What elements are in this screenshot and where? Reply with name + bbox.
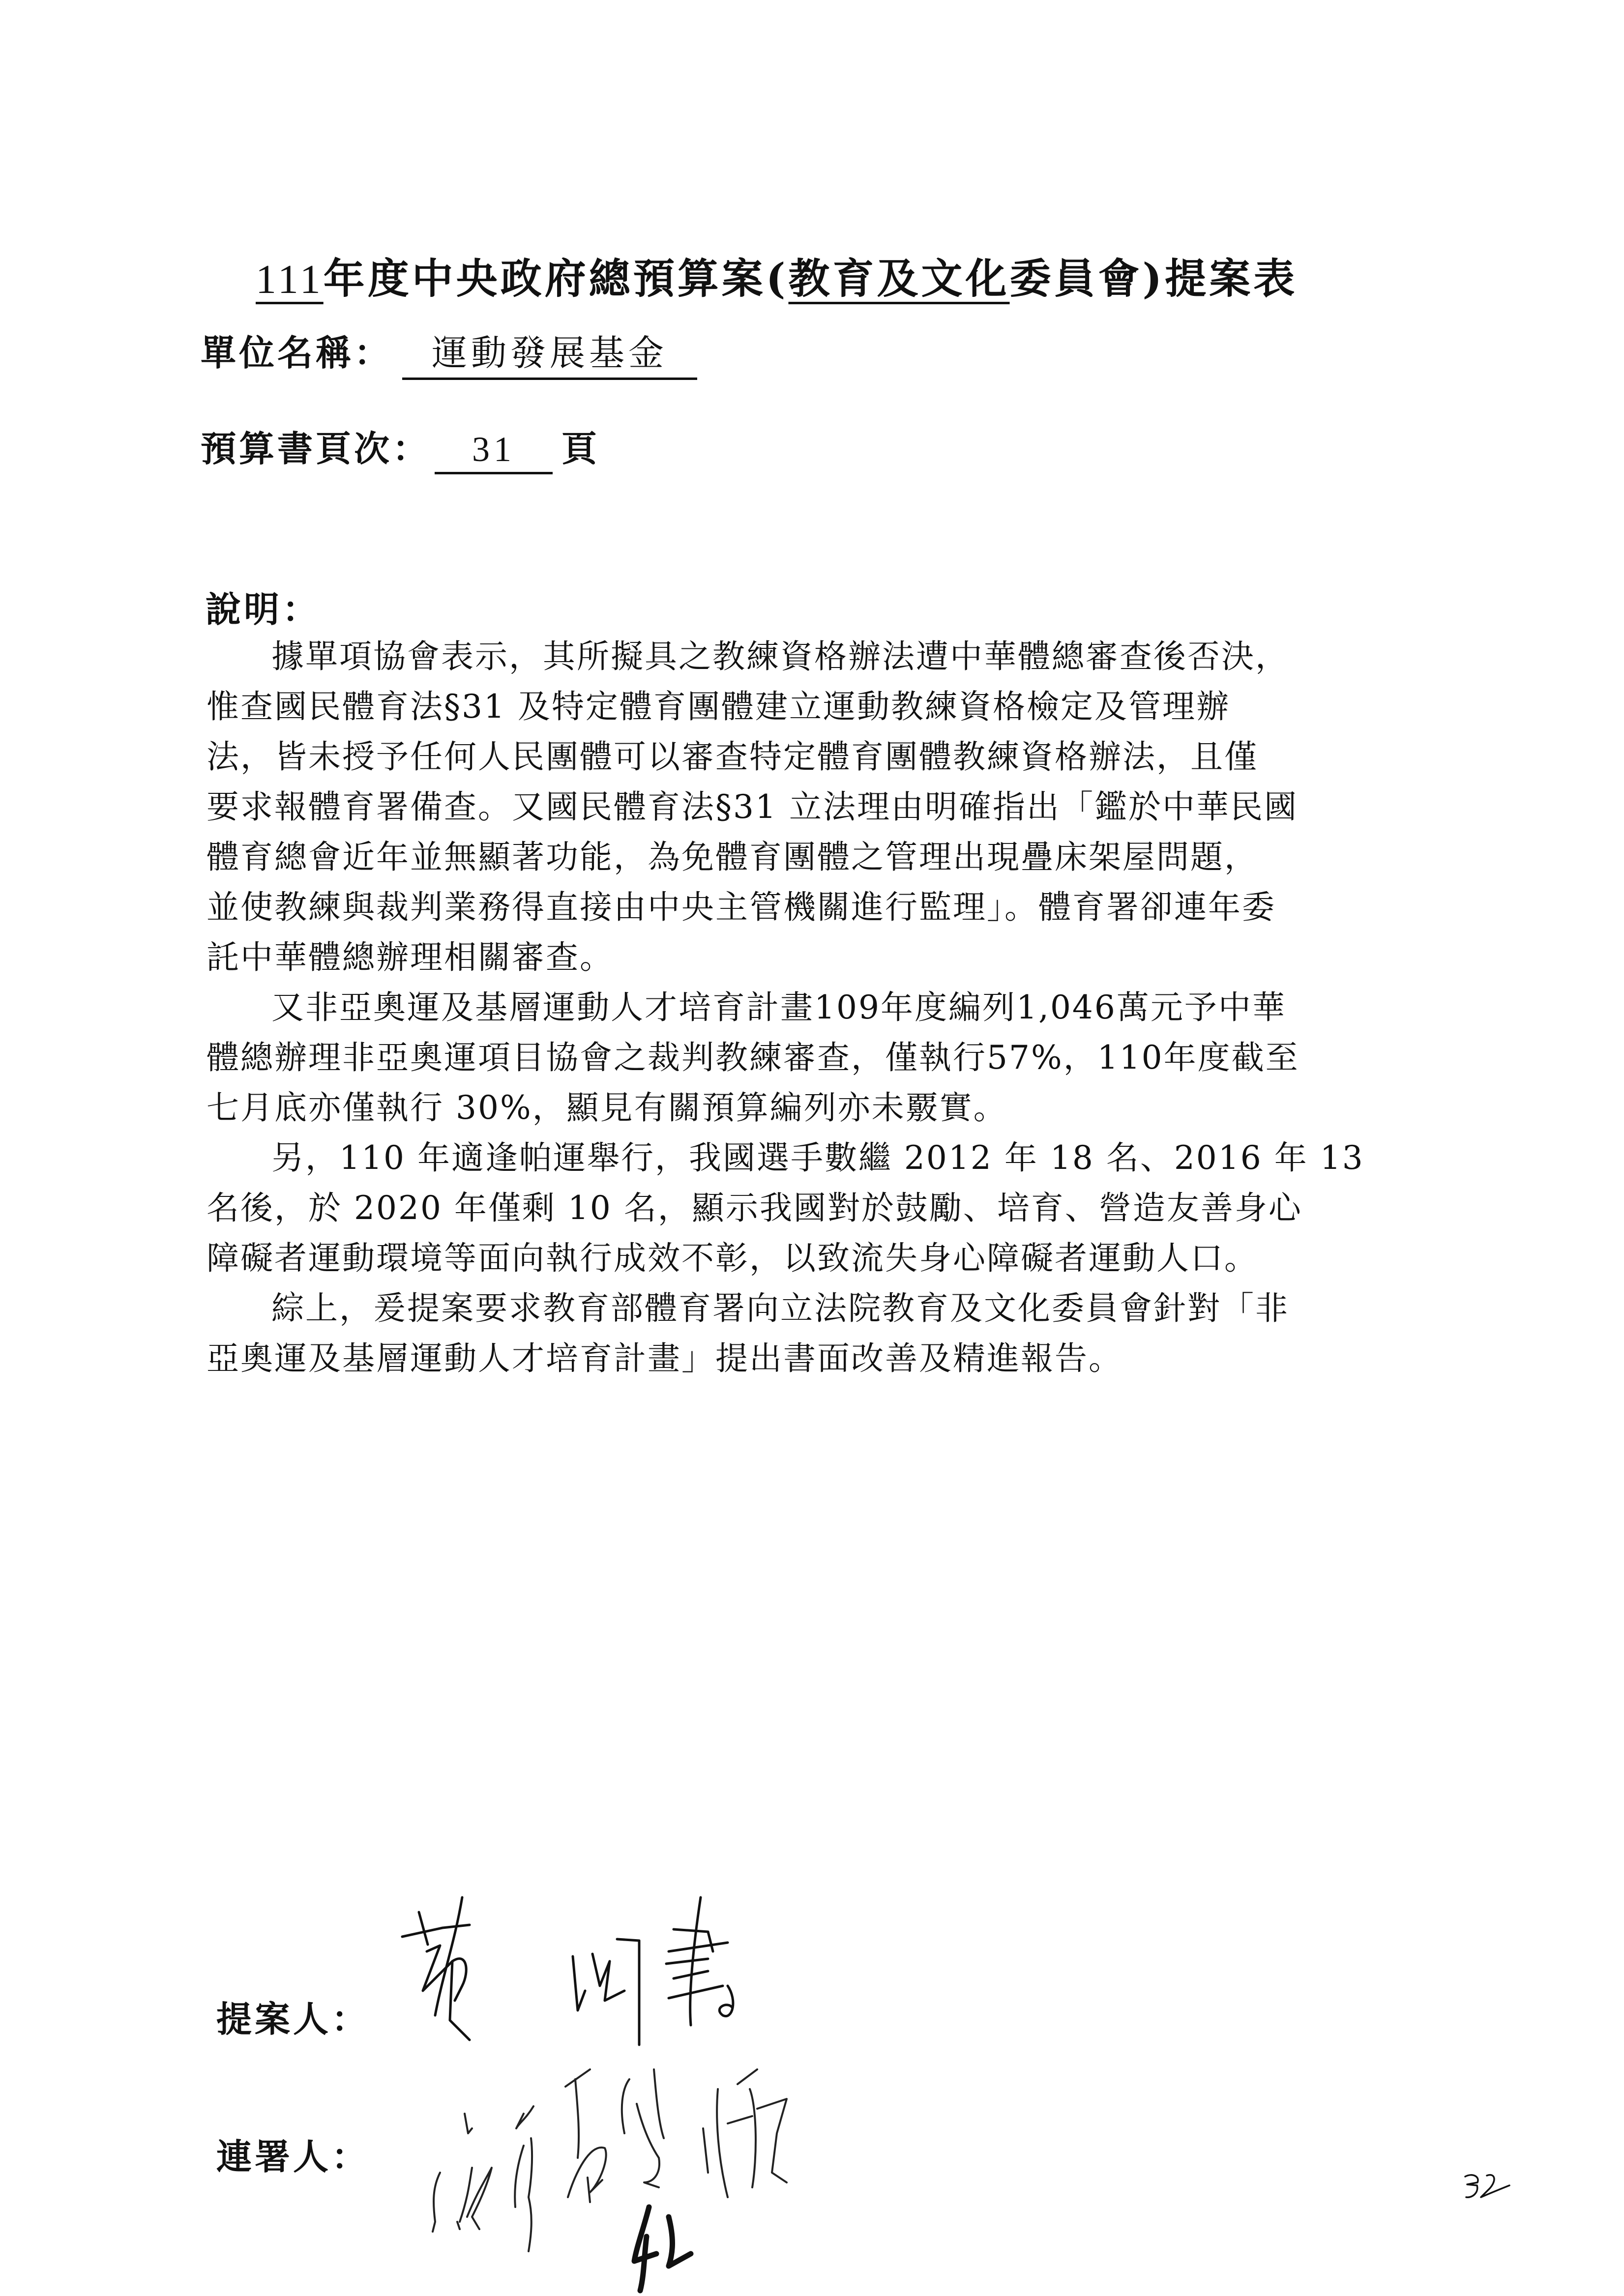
body-line: 體總辦理非亞奧運項目協會之裁判教練審查，僅執行57%，110年度截至 (207, 1039, 1299, 1076)
body-line: 障礙者運動環境等面向執行成效不彰，以致流失身心障礙者運動人口。 (207, 1239, 1258, 1277)
budget-page-label: 預算書頁次： (201, 428, 431, 469)
title-year: 111 (256, 257, 324, 302)
body-line: 又非亞奧運及基層運動人才培育計畫109年度編列1,046萬元予中華 (271, 988, 1286, 1026)
body-line: 另，110 年適逢帕運舉行，我國選手數繼 2012 年 18 名、2016 年 13 (271, 1139, 1364, 1177)
explanation-body (207, 632, 1416, 1384)
body-line: 名後，於 2020 年僅剩 10 名，顯示我國對於鼓勵、培育、營造友善身心 (207, 1189, 1302, 1227)
title-part-1: 年度中央政府總預算案( (323, 254, 789, 303)
budget-page-suffix: 頁 (561, 428, 600, 469)
body-line: 七月底亦僅執行 30%，顯見有關預算編列亦未覈實。 (207, 1089, 1007, 1127)
cosigner-label: 連署人： (216, 2136, 370, 2178)
proposer-signature (393, 1897, 777, 2060)
cosigner-signatures (413, 2060, 1190, 2291)
body-line: 體育總會近年並無顯著功能，為免體育團體之管理出現疊床架屋問題， (207, 838, 1258, 876)
page-number-mark (1460, 2168, 1519, 2207)
unit-name-label: 單位名稱： (201, 332, 393, 374)
title-part-2: 委員會)提案表 (1009, 254, 1298, 303)
unit-name-value: 運動發展基金 (402, 324, 697, 380)
body-line: 亞奧運及基層運動人才培育計畫」提出書面改善及精進報告。 (207, 1339, 1122, 1377)
document-title (256, 246, 1387, 305)
explanation-heading: 說明： (206, 588, 321, 630)
budget-page-value: 31 (435, 429, 553, 474)
body-line: 綜上，爰提案要求教育部體育署向立法院教育及文化委員會針對「非 (271, 1289, 1289, 1327)
body-line: 法，皆未授予任何人民團體可以審查特定體育團體教練資格辦法，且僅 (207, 738, 1258, 776)
body-line: 據單項協會表示，其所擬具之教練資格辦法遭中華體總審查後否決， (271, 638, 1289, 675)
body-line: 託中華體總辦理相關審查。 (207, 938, 614, 976)
title-committee: 教育及文化 (788, 254, 1010, 303)
body-line: 惟查國民體育法§31 及特定體育團體建立運動教練資格檢定及管理辦 (207, 688, 1230, 726)
unit-name-field (201, 324, 697, 380)
body-line: 並使教練與裁判業務得直接由中央主管機關進行監理」。體育署卻連年委 (207, 888, 1276, 926)
budget-page-field (201, 420, 600, 474)
proposer-label: 提案人： (216, 1998, 370, 2040)
body-line: 要求報體育署備查。又國民體育法§31 立法理由明確指出「鑑於中華民國 (207, 788, 1298, 826)
